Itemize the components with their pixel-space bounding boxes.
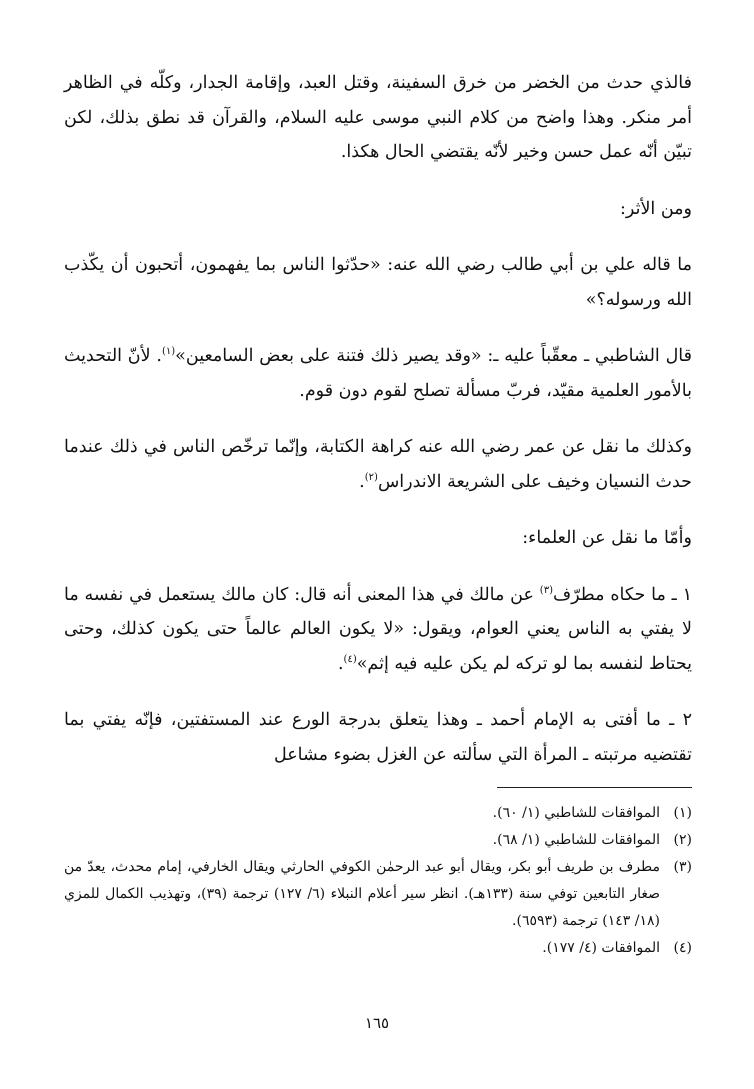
footnote-text: الموافقات (٤/ ١٧٧). [542, 940, 660, 956]
footnote-ref-2: (٢) [364, 471, 378, 483]
footnote-4 [64, 935, 692, 962]
page-number: ١٦٥ [364, 1014, 390, 1032]
footnote-text: الموافقات للشاطبي (١/ ٦٨). [492, 832, 660, 848]
footnote-number: (١) [673, 805, 692, 821]
footnote-2 [64, 827, 692, 854]
footnote-text: الموافقات للشاطبي (١/ ٦٠). [492, 805, 660, 821]
paragraph-6: وأمّا ما نقل عن العلماء: [522, 528, 692, 548]
paragraph-5: وكذلك ما نقل عن عمر رضي الله عنه كراهة الكتابة، وإنّما ترخّص الناس في ذلك عندما حدث النسيان وخيف على الشريعة الاندراس$^{(٢)}$. [64, 437, 692, 492]
footnote-divider [497, 787, 692, 788]
footnote-number: (٤) [673, 940, 692, 956]
footnote-1 [64, 800, 692, 827]
footnotes [64, 800, 692, 962]
paragraph-2: ومن الأثر: [620, 198, 692, 219]
paragraph-1: فالذي حدث من الخضر من خرق السفينة، وقتل العبد، وإقامة الجدار، وكلّه في الظاهر أمر منكر. وهذا واضح من كلام النبي موسى عليه السلام، والقرآن قد نطق بذلك، لكن تبيّن أنّه عمل حسن وخير لأنّه يقتضي الحال هكذا. [64, 73, 692, 162]
footnote-number: (٣) [673, 859, 692, 875]
footnote-number: (٢) [673, 832, 692, 848]
paragraph-7: ١ ـ ما حكاه مطرّف$^{(٣)}$ عن مالك في هذا المعنى أنه قال: كان مالك يستعمل في نفسه ما لا يفتي به الناس يعني العوام، ويقول: «لا يكون العالم عالماً حتى يكون كذلك، وحتى يحتاط لنفسه بما لو تركه لم يكن عليه فيه إثم»$^{(٤)}$. [64, 584, 693, 674]
paragraph-3: ما قاله علي بن أبي طالب رضي الله عنه: «حدّثوا الناس بما يفهمون، أتحبون أن يكّذب الله ورسوله؟» [64, 255, 692, 310]
footnote-3 [64, 854, 692, 935]
main-text [64, 66, 692, 772]
footnote-text: مطرف بن طريف أبو بكر، ويقال أبو عبد الرحمٰن الكوفي الحارثي ويقال الخارفي، إمام محدث، يعدّ من صغار التابعين توفي سنة (١٣٣هـ). انظر سير أعلام النبلاء (٦/ ١٢٧) ترجمة (٣٩)، وتهذيب الكمال للمزي (١٨/ ١٤٣) ترجمة (٦٥٩٣). [64, 859, 660, 929]
paragraph-4: قال الشاطبي ـ معقّباً عليه ـ: «وقد يصير ذلك فتنة على بعض السامعين»$^{(١)}$. لأنّ التحديث بالأمور العلمية مقيّد، فربّ مسألة تصلح لقوم دون قوم. [64, 346, 692, 401]
footnote-ref-4: (٤) [343, 653, 357, 665]
footnote-ref-3: (٣) [539, 584, 553, 596]
footnote-ref-1: (١) [161, 346, 176, 358]
paragraph-8: ٢ ـ ما أفتى به الإمام أحمد ـ وهذا يتعلق بدرجة الورع عند المستفتين، فإنّه يفتي بما تقتضيه مرتبته ـ المرأة التي سألته عن الغزل بضوء مشاعل [64, 710, 692, 765]
